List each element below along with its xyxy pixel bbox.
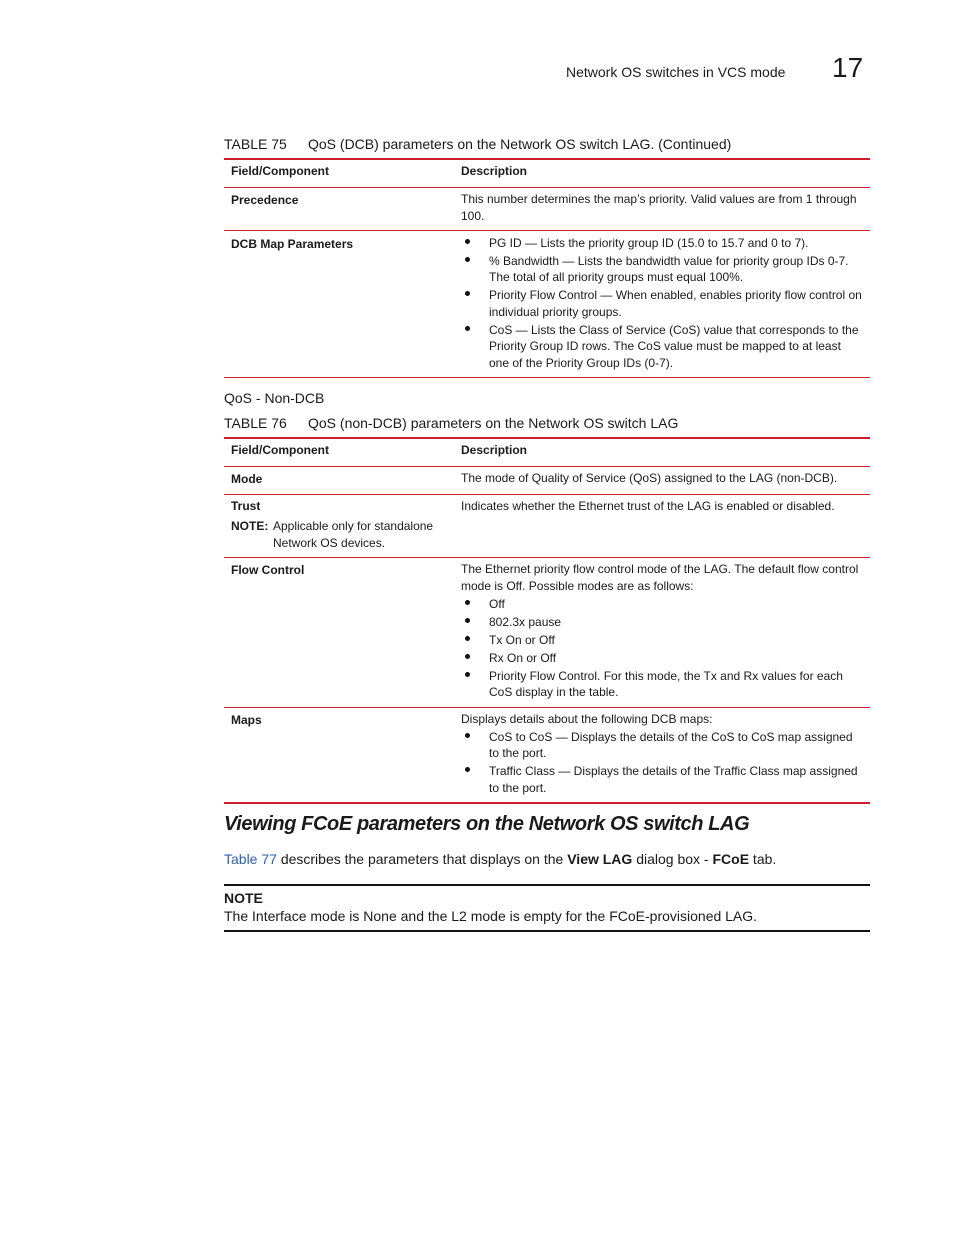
table-76-number: TABLE 76 xyxy=(224,415,287,431)
bullet-list xyxy=(461,729,863,797)
qos-non-dcb-heading: QoS - Non-DCB xyxy=(224,390,325,406)
table-75-title: QoS (DCB) parameters on the Network OS switch LAG. (Continued) xyxy=(308,136,732,152)
section-title: Viewing FCoE parameters on the Network OS switch LAG xyxy=(224,813,750,835)
chapter-number: 17 xyxy=(832,52,864,83)
table-77-link[interactable]: Table 77 xyxy=(224,851,277,867)
table-76-bottom-rule xyxy=(224,802,870,804)
table-cell-field: Maps xyxy=(231,712,262,727)
table-cell-field xyxy=(224,494,454,558)
table-76-title: QoS (non-DCB) parameters on the Network OS switch LAG xyxy=(308,415,679,431)
list-item: PG ID — Lists the priority group ID (15.0 to 15.7 and 0 to 7). xyxy=(461,235,863,252)
table-76-caption xyxy=(224,415,870,431)
table-cell-field: DCB Map Parameters xyxy=(231,237,354,251)
maps-desc: Displays details about the following DCB maps: xyxy=(461,711,713,726)
table-row xyxy=(224,231,870,378)
table-cell-desc xyxy=(454,707,870,802)
table-row xyxy=(224,467,870,495)
list-item: Priority Flow Control — When enabled, enables priority flow control on individual priority groups. xyxy=(461,287,863,320)
note-box xyxy=(224,884,870,932)
table-76-col-desc: Description xyxy=(454,439,870,467)
trust-note xyxy=(231,518,447,551)
bullet-list xyxy=(461,596,863,701)
table-76-block xyxy=(224,415,870,804)
table-75-caption xyxy=(224,136,870,152)
list-item: % Bandwidth — Lists the bandwidth value for priority group IDs 0-7. The total of all priority groups must equal 100%. xyxy=(461,253,863,286)
table-cell-field: Flow Control xyxy=(224,558,454,708)
table-75-bottom-rule xyxy=(224,377,870,378)
table-cell-desc: Indicates whether the Ethernet trust of the LAG is enabled or disabled. xyxy=(454,494,870,558)
trust-note-label: NOTE: xyxy=(231,519,269,533)
table-cell-field: Precedence xyxy=(224,188,454,231)
table-cell-field: Mode xyxy=(224,467,454,495)
note-text: The Interface mode is None and the L2 mode is empty for the FCoE-provisioned LAG. xyxy=(224,908,758,924)
table-row xyxy=(224,188,870,231)
list-item: Rx On or Off xyxy=(461,650,863,667)
list-item: Off xyxy=(461,596,863,613)
table-75-col-desc: Description xyxy=(454,160,870,188)
flow-control-desc: The Ethernet priority flow control mode of the LAG. The default flow control mode is Off. Possible modes are as follows: xyxy=(461,562,859,593)
table-76-header-row xyxy=(224,439,870,467)
table-cell-desc: This number determines the map’s priority. Valid values are from 1 through 100. xyxy=(454,188,870,231)
list-item: Priority Flow Control. For this mode, the Tx and Rx values for each CoS display in the table. xyxy=(461,668,863,701)
intro-text-3: tab. xyxy=(749,851,777,867)
table-75-block xyxy=(224,136,870,378)
list-item: 802.3x pause xyxy=(461,614,863,631)
fcoe-tab-ref: FCoE xyxy=(712,851,750,867)
table-row xyxy=(224,558,870,708)
table-75 xyxy=(224,160,870,377)
table-row xyxy=(224,494,870,558)
table-cell-desc xyxy=(454,231,870,378)
note-label: NOTE xyxy=(224,890,263,906)
list-item: Traffic Class — Displays the details of the Traffic Class map assigned to the port. xyxy=(461,763,863,796)
list-item: CoS — Lists the Class of Service (CoS) value that corresponds to the Priority Group ID rows. The CoS value must be mapped to at least one of the Priority Group IDs (0-7). xyxy=(461,322,863,372)
table-75-col-field: Field/Component xyxy=(224,160,454,188)
view-lag-ref: View LAG xyxy=(567,851,633,867)
list-item: Tx On or Off xyxy=(461,632,863,649)
list-item: CoS to CoS — Displays the details of the CoS to CoS map assigned to the port. xyxy=(461,729,863,762)
table-76 xyxy=(224,439,870,802)
table-cell-desc xyxy=(454,558,870,708)
table-76-col-field: Field/Component xyxy=(224,439,454,467)
intro-text-2: dialog box - xyxy=(632,851,713,867)
table-75-number: TABLE 75 xyxy=(224,136,287,152)
table-cell-desc: The mode of Quality of Service (QoS) assigned to the LAG (non-DCB). xyxy=(454,467,870,495)
table-row xyxy=(224,707,870,802)
trust-note-text: Applicable only for standalone Network OS devices. xyxy=(273,519,434,550)
intro-text-1: describes the parameters that displays on the xyxy=(276,851,568,867)
section-intro xyxy=(224,851,870,867)
trust-label: Trust xyxy=(231,498,261,513)
table-75-header-row xyxy=(224,160,870,188)
running-head-title: Network OS switches in VCS mode xyxy=(566,64,786,80)
bullet-list xyxy=(461,235,863,372)
